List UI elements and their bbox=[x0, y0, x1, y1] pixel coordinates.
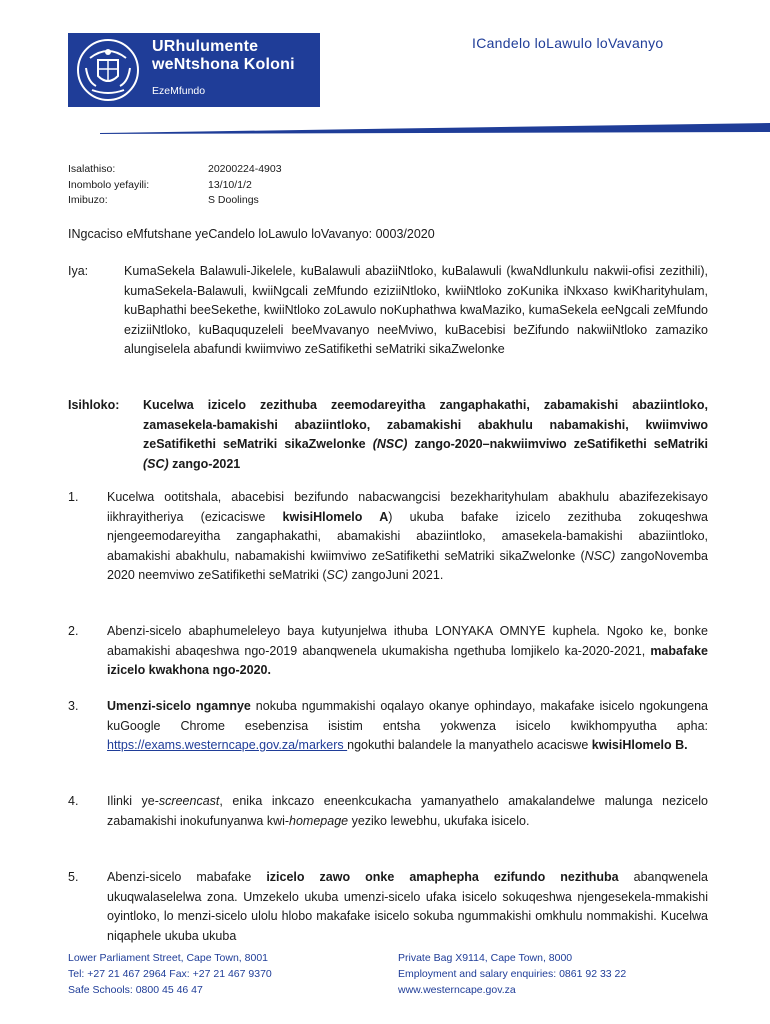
item-text bbox=[107, 697, 708, 756]
government-logo bbox=[68, 33, 320, 107]
text-run: homepage bbox=[289, 813, 349, 828]
text-run: Ilinki ye- bbox=[107, 794, 159, 808]
footer-line: Private Bag X9114, Cape Town, 8000 bbox=[398, 952, 573, 964]
circular-title: INgcaciso eMfutshane yeCandelo loLawulo loVavanyo: 0003/2020 bbox=[68, 227, 435, 241]
footer-line: Safe Schools: 0800 45 46 47 bbox=[68, 984, 203, 996]
item-text bbox=[107, 488, 708, 586]
list-item bbox=[68, 697, 708, 756]
footer-line: Tel: +27 21 467 2964 Fax: +27 21 467 9370 bbox=[68, 968, 272, 980]
footer-line: Employment and salary enquiries: 0861 92 33 22 bbox=[398, 968, 627, 980]
gov-name-line1: URhulumente bbox=[152, 38, 259, 55]
text-run: kwisiHlomelo B. bbox=[591, 738, 688, 752]
ref-value: 20200224-4903 bbox=[208, 163, 282, 175]
addressees-text: KumaSekela Balawuli-Jikelele, kuBalawuli abaziiNtloko, kuBalawuli (kwaNdlunkulu nakwii-ofisi zezithili), kumaSekela-Balawuli, kwiiNgcali zeMfundo eziziiNtloko, kwiiNtloko zoKunika iNkxaso kwiKharityhulam, kuBaphathi beeSekethe, kwiiNtloko zoLawulo noKuphathwa kwaMaziko, kumaSekela eeNgcali zeMfundo eziziiNtloko, kuBaququzeleli beeMvavanyo neeMviwo, kuBacebisi beZifundo nakwiiNtloko zamaziko alungiselela abafundi kwiimviwo zeSatifikethi seMatriki sikaZwelonke bbox=[124, 264, 708, 356]
subject-label: Isihloko: bbox=[68, 398, 120, 412]
subject-block bbox=[68, 396, 708, 474]
ref-value: S Doolings bbox=[208, 194, 259, 206]
text-run: zangoNovemba 2020 neemviwo zeSatifikethi seMatriki ( bbox=[107, 548, 709, 582]
reference-block bbox=[68, 162, 282, 209]
to-label: Iya: bbox=[68, 264, 89, 278]
ref-row-isalathiso bbox=[68, 162, 282, 178]
item-text bbox=[107, 622, 708, 681]
ref-value: 13/10/1/2 bbox=[208, 178, 252, 191]
text-run: izicelo zawo onke amaphepha ezifundo nezithuba bbox=[266, 870, 619, 884]
subject-text bbox=[143, 396, 708, 474]
ref-label: Isalathiso: bbox=[68, 163, 116, 175]
list-item bbox=[68, 792, 708, 831]
item-number: 1. bbox=[68, 490, 79, 504]
department-label: EzeMfundo bbox=[152, 85, 206, 97]
ref-label: Imibuzo: bbox=[68, 194, 108, 206]
footer-address bbox=[68, 950, 272, 998]
text-run: ) ukuba bafake izicelo zezithuba zokuqeshwa njengeemodareyitha zangaphakathi, abamakishi abaziintloko, amasekela-bamakishi abaziintloko, abamakishi abakhulu, nabamakishi kwiimviwo zeSatifikethi seMatriki sikaZwelonke ( bbox=[107, 509, 708, 563]
text-run: NSC) bbox=[584, 548, 616, 563]
footer-website-link[interactable]: www.westerncape.gov.za bbox=[398, 984, 516, 996]
subject-part: (SC) bbox=[143, 456, 169, 471]
footer-line: Lower Parliament Street, Cape Town, 8001 bbox=[68, 952, 269, 964]
text-run: ngokuthi balandele la manyathelo acaciswe bbox=[347, 738, 592, 752]
text-run: Umenzi-sicelo ngamnye bbox=[107, 699, 251, 713]
text-run: Abenzi-sicelo abaphumeleleyo baya kutyunjelwa ithuba LONYAKA OMNYE kuphela. Ngoko ke, bonke abamakishi abaqeshwa ngo-2019 abanqwenela ukumakisha ngethuba lomjikelo ka-2020-2021, bbox=[107, 624, 708, 658]
text-run: zangoJuni 2021. bbox=[348, 568, 444, 582]
text-run: abanqwenela ukuqwalaselelwa zona. Umzekelo ukuba umenzi-sicelo ufaka isicelo sokuqeshwa njengesekela-mmakishi oyintloko, lo menzi-sicelo ulolu hlobo makafake isicelo sokuba ngummakishi omkhulu nommakishi. Kucelwa niqaphele ukuba ukuba bbox=[107, 870, 708, 943]
directorate-name: ICandelo loLawulo loVavanyo bbox=[472, 35, 664, 51]
list-item bbox=[68, 868, 708, 946]
header-rule bbox=[100, 120, 770, 136]
subject-part: zango-2020–nakwiimviwo zeSatifikethi seMatriki bbox=[407, 437, 708, 451]
text-run: kwisiHlomelo A bbox=[282, 509, 389, 524]
text-run: mabafake izicelo kwakhona ngo-2020. bbox=[107, 643, 708, 677]
list-item bbox=[68, 622, 708, 681]
addressees-block bbox=[68, 262, 708, 360]
text-run: Abenzi-sicelo mabafake bbox=[107, 870, 267, 884]
item-number: 3. bbox=[68, 699, 79, 713]
ref-row-inombolo bbox=[68, 178, 282, 194]
text-run: yeziko lewebhu, ukufaka isicelo. bbox=[348, 813, 530, 828]
gov-name-line2: weNtshona Koloni bbox=[152, 56, 295, 73]
item-number: 4. bbox=[68, 794, 79, 808]
subject-part: zango-2021 bbox=[168, 456, 241, 471]
text-run: nokuba ngummakishi oqalayo okanye ophindayo, makafake isicelo ngokungena kuGoogle Chrome esebenzisa isistim entsha yokwenza isicelo kwikhompyutha apha: bbox=[107, 699, 709, 733]
item-number: 5. bbox=[68, 870, 79, 884]
coat-of-arms-icon bbox=[76, 38, 140, 102]
ref-label: Inombolo yefayili: bbox=[68, 178, 150, 191]
item-text bbox=[107, 868, 708, 946]
text-run: SC) bbox=[326, 568, 349, 582]
footer-contact bbox=[398, 950, 626, 998]
list-item bbox=[68, 488, 708, 586]
subject-part: Kucelwa izicelo zezithuba zeemodareyitha zangaphakathi, zabamakishi abaziintloko, zamasekela-bamakishi abaziintloko, zabamakishi abakhulu nabamakishi, kwiimviwo zeSatifikethi seMatriki sikaZwelonke bbox=[143, 398, 708, 451]
ref-row-imibuzo bbox=[68, 193, 282, 209]
text-run: screencast bbox=[158, 794, 220, 808]
markers-link[interactable]: https://exams.westerncape.gov.za/markers bbox=[107, 738, 348, 752]
item-text bbox=[107, 792, 708, 831]
item-number: 2. bbox=[68, 624, 79, 638]
text-run: , enika inkcazo eneenkcukacha yamanyathelo amakalandelwe malunga nezicelo zabamakishi inokufunyanwa kwi- bbox=[107, 794, 708, 828]
subject-part: (NSC) bbox=[372, 437, 408, 451]
text-run: Kucelwa ootitshala, abacebisi bezifundo nabacwangcisi bezekharityhulam abakhulu abazifezekisayo iikhrayitheriya (ezicaciswe bbox=[107, 490, 708, 524]
